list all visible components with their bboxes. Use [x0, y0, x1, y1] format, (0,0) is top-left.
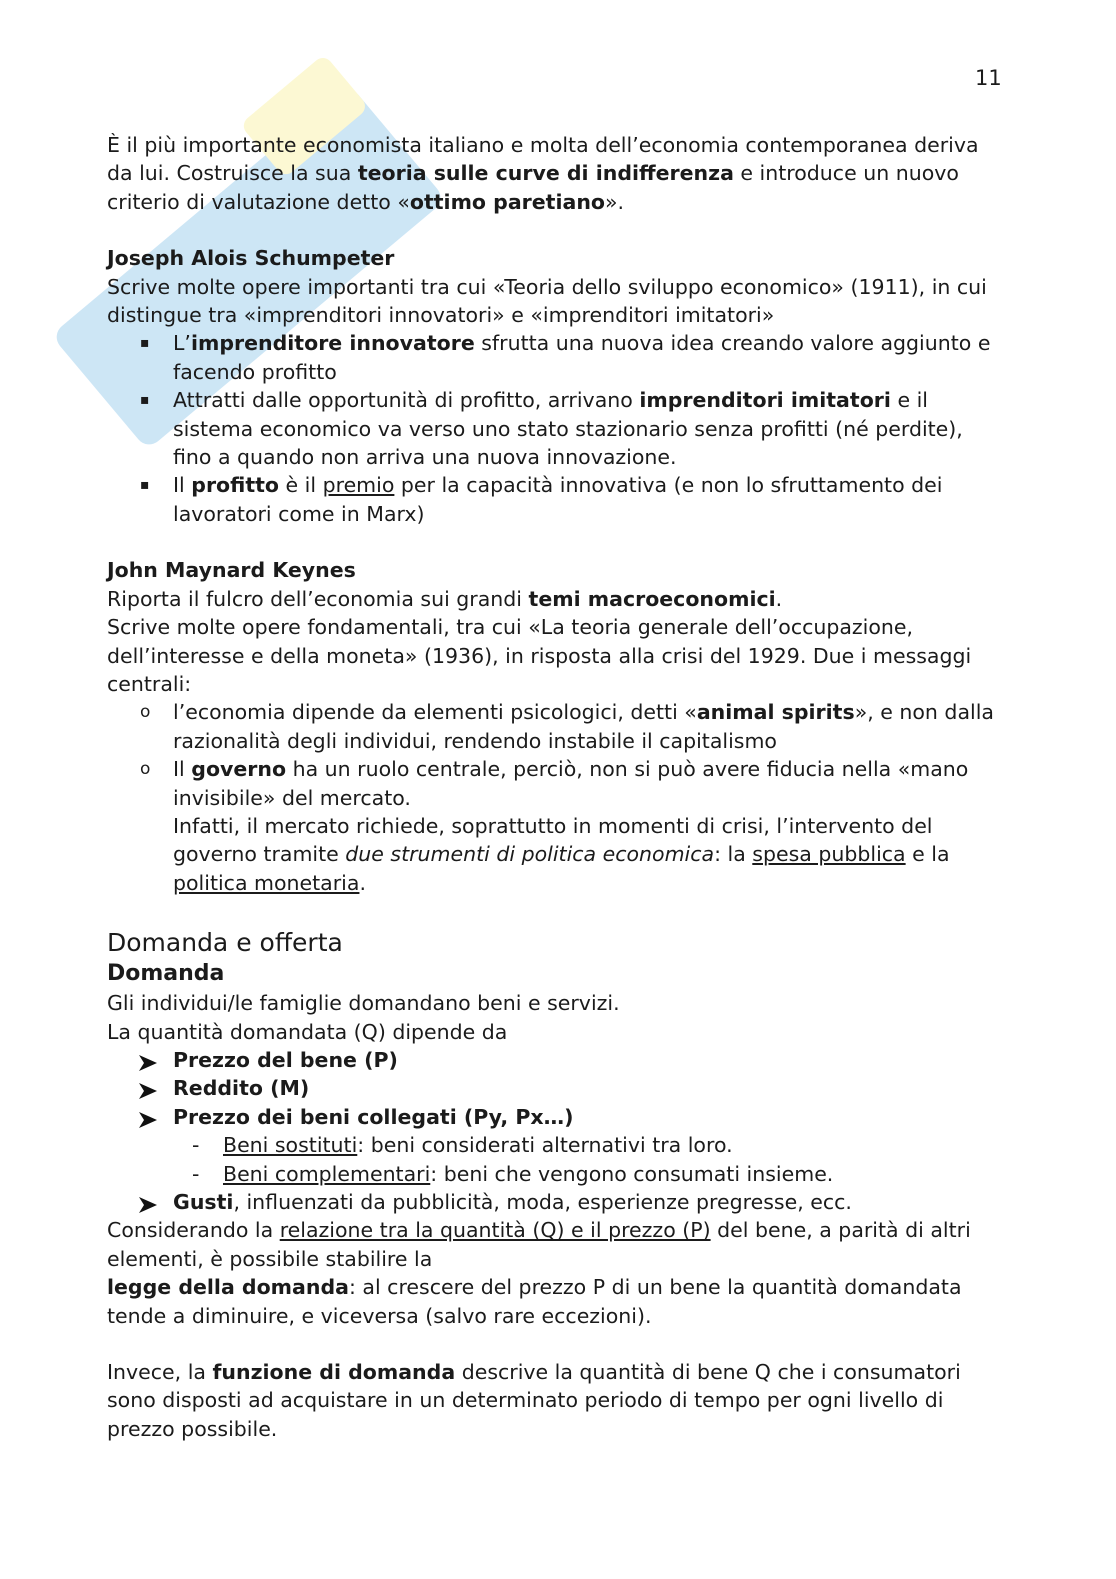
text-run: sfrutta una nuova idea creando valore aggiunto e facendo profitto	[173, 331, 991, 384]
list-item	[107, 755, 1007, 897]
square-bullet-icon: ▪	[140, 392, 150, 409]
square-bullet-icon: ▪	[140, 335, 150, 352]
text-run: : al crescere del prezzo P di un bene la quantità domandata tende a diminuire, e viceversa (salvo rare eccezioni).	[107, 1275, 962, 1328]
square-bullet-icon: ▪	[140, 477, 150, 494]
circle-bullet-icon: o	[140, 759, 151, 780]
text-run: Riporta il fulcro dell’economia sui grandi	[107, 586, 529, 611]
underlined-term: relazione tra la quantità (Q) e il prezzo (P)	[279, 1218, 711, 1243]
list-item	[107, 1074, 1007, 1102]
bold-term: animal spirits	[696, 700, 855, 725]
text-run: per la capacità innovativa (e non lo sfruttamento dei lavoratori come in Marx)	[173, 473, 943, 526]
bold-term: funzione di domanda	[212, 1360, 456, 1385]
list-item	[107, 1103, 1007, 1131]
bold-term: imprenditori imitatori	[639, 388, 891, 413]
domanda-factors-list	[107, 1046, 1007, 1131]
bold-term: Gusti	[173, 1190, 234, 1214]
underlined-term: premio	[322, 473, 395, 498]
arrow-bullet-icon	[138, 1193, 158, 1221]
text-run: l’economia dipende da elementi psicologici, detti «	[173, 700, 697, 725]
text-run: : beni considerati alternativi tra loro.	[357, 1133, 733, 1158]
bold-term: profitto	[191, 473, 280, 498]
underlined-term: spesa pubblica	[752, 842, 906, 867]
text-run: e la	[905, 842, 950, 867]
dash-bullet-icon: -	[192, 1133, 200, 1158]
text-run: e introduce un nuovo criterio di valutazione detto «	[107, 161, 959, 214]
keynes-heading: John Maynard Keynes	[107, 558, 356, 583]
underlined-term: Beni complementari	[223, 1161, 431, 1186]
text-run: : beni che vengono consumati insieme.	[430, 1161, 834, 1186]
text-run: .	[775, 586, 783, 611]
list-item	[107, 1046, 1007, 1074]
domanda-factors-list-cont	[107, 1188, 1007, 1216]
text-run: del bene, a parità di altri elementi, è possibile stabilire la	[107, 1218, 971, 1271]
keynes-paragraph-2: Scrive molte opere fondamentali, tra cui «La teoria generale dell’occupazione, dell’interesse e della moneta» (1936), in risposta alla crisi del 1929. Due i messaggi centrali:	[107, 615, 972, 696]
subsection-title: Domanda	[107, 961, 225, 987]
pareto-paragraph	[107, 131, 1007, 216]
beni-collegati-list	[107, 1131, 1007, 1188]
text-run: e il sistema economico va verso uno stato stazionario senza profitti (né perdite), fino a quando non arriva una nuova innovazione.	[173, 388, 963, 470]
list-item	[107, 386, 1007, 471]
text-run: Il	[173, 473, 192, 498]
list-item	[107, 1188, 1007, 1216]
bold-term: legge della domanda	[107, 1275, 349, 1300]
page-number: 11	[975, 66, 1002, 90]
bold-term: Reddito (M)	[173, 1076, 310, 1101]
list-item	[107, 1160, 1007, 1188]
underlined-term: Beni sostituti	[223, 1133, 358, 1158]
dash-bullet-icon: -	[192, 1161, 200, 1186]
underlined-term: politica monetaria	[173, 870, 360, 895]
schumpeter-heading: Joseph Alois Schumpeter	[107, 246, 395, 271]
text-run: », e non dalla razionalità degli individui, rendendo instabile il capitalismo	[173, 700, 994, 753]
text-run: .	[359, 870, 366, 895]
section-title: Domanda e offerta	[107, 928, 343, 958]
text-run: Considerando la	[107, 1218, 280, 1243]
list-item	[107, 698, 1007, 755]
bold-term: ottimo paretiano	[409, 189, 606, 214]
text-run: : la	[714, 842, 753, 867]
domanda-paragraph-1: Gli individui/le famiglie domandano beni e servizi.	[107, 991, 620, 1016]
list-item	[107, 1131, 1007, 1159]
text-run: ha un ruolo centrale, perciò, non si può avere fiducia nella «mano invisibile» del mercato.	[173, 757, 969, 810]
domanda-paragraph-5	[107, 1358, 1007, 1443]
bold-term: Prezzo dei beni collegati (Py, Px…)	[173, 1104, 574, 1129]
list-item	[107, 329, 1007, 386]
text-run: descrive la quantità di bene Q che i consumatori sono disposti ad acquistare in un determinato periodo di tempo per ogni livello di prezzo possibile.	[107, 1360, 961, 1441]
text-run: L’	[173, 331, 191, 356]
schumpeter-bullet-list	[107, 329, 1007, 528]
text-run: , influenzati da pubblicità, moda, esperienze pregresse, ecc.	[233, 1190, 852, 1214]
text-run: ».	[605, 189, 625, 214]
domanda-paragraph-3	[107, 1216, 1007, 1273]
bold-term: teoria sulle curve di indifferenza	[357, 161, 734, 186]
bold-term: Prezzo del bene (P)	[173, 1047, 398, 1072]
text-run: Invece, la	[107, 1360, 213, 1385]
bold-term: temi macroeconomici	[528, 586, 776, 611]
keynes-paragraph-1	[107, 585, 1007, 613]
domanda-paragraph-2: La quantità domandata (Q) dipende da	[107, 1019, 508, 1044]
schumpeter-intro: Scrive molte opere importanti tra cui «Teoria dello sviluppo economico» (1911), in cui distingue tra «imprenditori innovatori» e «imprenditori imitatori»	[107, 274, 987, 328]
text-run: È il più importante economista italiano e molta dell’economia contemporanea deriva da lui. Costruisce la sua	[107, 133, 979, 186]
text-run: Infatti, il mercato richiede, soprattutto in momenti di crisi, l’intervento del governo tramite	[173, 813, 933, 867]
bold-term: governo	[191, 757, 287, 782]
bold-term: imprenditore innovatore	[190, 331, 475, 356]
keynes-bullet-list	[107, 698, 1007, 897]
circle-bullet-icon: o	[140, 702, 151, 723]
domanda-paragraph-4	[107, 1273, 1007, 1330]
text-run: Il	[173, 757, 192, 782]
text-run: Attratti dalle opportunità di profitto, arrivano	[173, 388, 640, 413]
page-content	[107, 131, 1007, 1443]
italic-term: due strumenti di politica economica	[345, 842, 715, 867]
text-run: è il	[279, 473, 323, 498]
list-item	[107, 471, 1007, 528]
